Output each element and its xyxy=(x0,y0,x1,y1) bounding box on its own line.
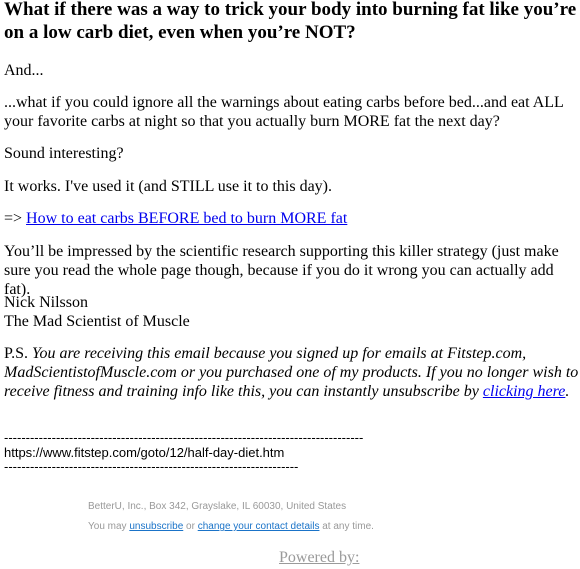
signature-title: The Mad Scientist of Muscle xyxy=(4,313,190,330)
ps-prefix: P.S. xyxy=(4,345,33,362)
ps-unsubscribe-link[interactable]: clicking here xyxy=(482,383,566,400)
paragraph-what-if: ...what if you could ignore all the warnings about eating carbs before bed...and eat ALL your favorite carbs at night so that you actually burn MORE fat the next day? xyxy=(4,94,564,130)
cta-link[interactable]: How to eat carbs BEFORE bed to burn MORE fat xyxy=(26,210,348,227)
footer-manage xyxy=(88,521,374,533)
divider-bottom: -------------------------------------------------------------------- xyxy=(4,459,299,474)
footer-you-may: You may xyxy=(88,521,130,532)
cta-line xyxy=(4,209,580,228)
paragraph-sound-interesting: Sound interesting? xyxy=(4,145,124,162)
signature-name: Nick Nilsson xyxy=(4,294,88,311)
footer-unsubscribe-link[interactable]: unsubscribe xyxy=(129,521,184,532)
signature xyxy=(4,293,580,331)
paragraph-impressed: You’ll be impressed by the scientific research supporting this killer strategy (just make sure you read the whole page though, because if you do it wrong you can actually add fat). xyxy=(4,243,559,298)
ps-suffix: . xyxy=(565,383,570,400)
ps-text: You are receiving this email because you signed up for emails at Fitstep.com, MadScientistofMuscle.com or you purchased one of my products. If you no longer wish to receive fitness and training info like this, you can instantly unsubscribe by xyxy=(4,345,579,400)
footer-address: BetterU, Inc., Box 342, Grayslake, IL 60030, United States xyxy=(88,501,347,512)
paragraph-it-works: It works. I've used it (and STILL use it to this day). xyxy=(4,178,333,195)
paragraph-and: And... xyxy=(4,62,44,79)
url-line: https://www.fitstep.com/goto/12/half-day-diet.htm xyxy=(4,445,285,460)
footer-any-time: at any time. xyxy=(319,521,374,532)
cta-arrow: => xyxy=(4,210,27,227)
divider-top: ----------------------------------------------------------------------------------- xyxy=(4,430,364,445)
footer-or: or xyxy=(183,521,198,532)
powered-by-link[interactable]: Powered by: xyxy=(279,549,360,566)
ps-paragraph xyxy=(4,344,580,401)
headline: What if there was a way to trick your body into burning fat like you’re on a low carb diet, even when you’re NOT? xyxy=(4,0,577,43)
footer-change-details-link[interactable]: change your contact details xyxy=(197,521,320,532)
